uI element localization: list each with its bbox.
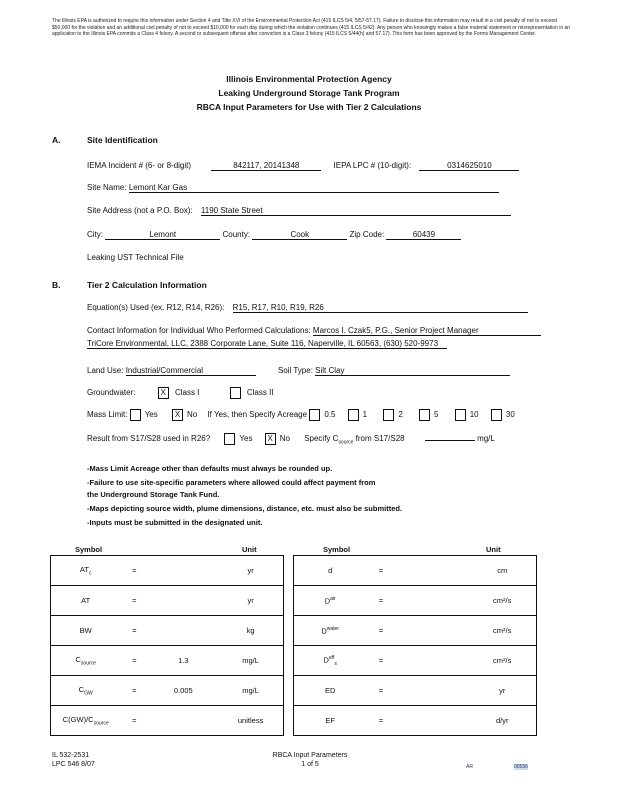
csource-unit: mg/L bbox=[477, 434, 495, 444]
symbol-subscript: GW bbox=[84, 690, 93, 697]
acreage-1-label: 1 bbox=[362, 410, 368, 420]
groundwater-label: Groundwater: bbox=[87, 388, 136, 398]
symbol-cell bbox=[51, 586, 121, 616]
symbol-cell bbox=[294, 556, 367, 586]
table-row bbox=[294, 556, 537, 586]
footer-lpc-number: LPC 546 8/07 bbox=[52, 761, 95, 768]
symbol-text: D bbox=[324, 596, 331, 606]
equals-cell: = bbox=[366, 646, 395, 676]
acreage-30-label: 30 bbox=[505, 410, 515, 420]
footer-form-number: IL 532-2531 bbox=[52, 752, 90, 759]
symbol-cell bbox=[51, 676, 121, 706]
symbol-text: EF bbox=[325, 716, 335, 725]
note-3: -Maps depicting source width, plume dimensions, distance, etc. must also be submitted. bbox=[87, 504, 403, 513]
result-no-label: No bbox=[279, 434, 290, 444]
note-2-cont: the Underground Storage Tank Fund. bbox=[87, 490, 220, 499]
result-label: Result from S17/S28 used in R26? bbox=[87, 434, 211, 444]
symbol-cell bbox=[51, 706, 121, 736]
right-symbol-header: Symbol bbox=[323, 545, 351, 554]
specify-sub: source bbox=[338, 439, 354, 446]
mass-limit-no-checkbox[interactable]: X bbox=[172, 409, 183, 421]
symbol-text: AT bbox=[81, 596, 91, 605]
table-row bbox=[51, 586, 284, 616]
equals-cell: = bbox=[366, 706, 395, 736]
unit-cell: cm²/s bbox=[468, 616, 536, 646]
site-name-field[interactable]: Lemont Kar Gas bbox=[129, 183, 499, 193]
site-address-label: Site Address (not a P.O. Box): bbox=[87, 206, 193, 215]
zip-field[interactable]: 60439 bbox=[386, 230, 461, 240]
lpc-number-field[interactable]: 0314625010 bbox=[419, 161, 519, 171]
symbol-subscript: source bbox=[80, 660, 96, 667]
soil-type-field[interactable]: Silt Clay bbox=[315, 366, 510, 376]
value-field[interactable] bbox=[396, 646, 469, 676]
note-4: -Inputs must be submitted in the designated unit. bbox=[87, 518, 263, 527]
right-unit-header: Unit bbox=[486, 545, 501, 554]
value-field[interactable] bbox=[396, 586, 469, 616]
iema-label: IEMA Incident # (6- or 8-digit) bbox=[87, 161, 192, 170]
unit-cell: mg/L bbox=[218, 646, 283, 676]
unit-cell: yr bbox=[468, 676, 536, 706]
symbol-superscript: eff bbox=[328, 654, 335, 661]
symbol-text: C bbox=[75, 654, 81, 664]
unit-cell: yr bbox=[218, 586, 283, 616]
table-row bbox=[51, 676, 284, 706]
symbol-text: ED bbox=[324, 686, 336, 695]
symbol-text: C(GW)/C bbox=[62, 714, 94, 724]
equals-cell: = bbox=[120, 586, 148, 616]
symbol-cell bbox=[51, 556, 121, 586]
value-field[interactable] bbox=[396, 676, 469, 706]
result-yes-label: Yes bbox=[239, 434, 253, 444]
agency-title: Illinois Environmental Protection Agency bbox=[226, 74, 392, 84]
symbol-text: BW bbox=[79, 626, 92, 635]
table-row bbox=[294, 706, 537, 736]
zip-label: Zip Code: bbox=[349, 230, 385, 239]
table-row bbox=[294, 646, 537, 676]
right-parameter-table bbox=[293, 555, 537, 736]
symbol-cell bbox=[294, 706, 367, 736]
left-unit-header: Unit bbox=[242, 545, 257, 554]
equals-cell: = bbox=[120, 676, 148, 706]
result-no-checkbox[interactable]: X bbox=[265, 433, 276, 445]
city-label: City: bbox=[87, 230, 103, 239]
land-use-field[interactable]: Industrial/Commercial bbox=[126, 366, 256, 376]
table-row bbox=[294, 676, 537, 706]
equals-cell: = bbox=[366, 616, 395, 646]
acreage-30-checkbox[interactable] bbox=[491, 409, 502, 421]
value-field[interactable] bbox=[396, 556, 469, 586]
equations-label: Equation(s) Used (ex. R12, R14, R26): bbox=[87, 303, 225, 312]
acreage-2-label: 2 bbox=[398, 410, 403, 420]
symbol-cell bbox=[51, 616, 121, 646]
class-ii-label: Class II bbox=[246, 388, 274, 398]
footer-stamp-a: AR bbox=[466, 764, 473, 770]
equals-cell: = bbox=[366, 556, 395, 586]
symbol-superscript: water bbox=[326, 625, 340, 632]
table-row bbox=[294, 586, 537, 616]
unit-cell: cm²/s bbox=[468, 586, 536, 616]
left-parameter-table bbox=[50, 555, 284, 736]
unit-cell: d/yr bbox=[468, 706, 536, 736]
city-field[interactable]: Lemont bbox=[105, 230, 220, 240]
symbol-subscript: source bbox=[93, 720, 109, 727]
section-a-heading: Site Identification bbox=[87, 135, 158, 145]
mass-limit-no-label: No bbox=[186, 410, 198, 420]
acreage-2-checkbox[interactable] bbox=[383, 409, 394, 421]
note-1: -Mass Limit Acreage other than defaults must always be rounded up. bbox=[87, 464, 333, 473]
contact-label: Contact Information for Individual Who Performed Calculations: bbox=[87, 326, 311, 335]
footer-title: RBCA Input Parameters bbox=[272, 752, 348, 759]
form-title: RBCA Input Parameters for Use with Tier 2 Calculations bbox=[196, 102, 422, 112]
acreage-label: If Yes, then Specify Acreage bbox=[207, 410, 308, 420]
value-field[interactable] bbox=[148, 706, 218, 736]
unit-cell: cm bbox=[468, 556, 536, 586]
equations-field[interactable]: R15, R17, R10, R19, R26 bbox=[233, 303, 528, 313]
symbol-cell bbox=[51, 646, 121, 676]
symbol-text: C bbox=[78, 684, 85, 694]
site-address-field[interactable]: 1190 State Street bbox=[201, 206, 511, 216]
class-i-checkbox[interactable]: X bbox=[158, 387, 169, 399]
technical-file-label: Leaking UST Technical File bbox=[87, 253, 184, 262]
mass-limit-yes-label: Yes bbox=[144, 410, 158, 420]
acreage-0-5-checkbox[interactable] bbox=[309, 409, 320, 421]
soil-type-label: Soil Type: bbox=[277, 366, 313, 375]
specify-label: Specify C bbox=[304, 434, 339, 444]
value-field[interactable] bbox=[148, 616, 218, 646]
equals-cell: = bbox=[120, 646, 148, 676]
symbol-cell bbox=[294, 586, 367, 616]
specify-tail: from S17/S28 bbox=[355, 434, 405, 444]
symbol-text: D bbox=[321, 626, 327, 636]
unit-cell: cm²/s bbox=[468, 646, 536, 676]
site-name-label: Site Name: bbox=[87, 183, 127, 192]
value-field[interactable] bbox=[396, 706, 469, 736]
class-ii-checkbox[interactable] bbox=[230, 387, 241, 399]
symbol-text: AT bbox=[79, 564, 89, 574]
mass-limit-label: Mass Limit: bbox=[87, 410, 128, 420]
equals-cell: = bbox=[120, 616, 148, 646]
section-b-letter: B. bbox=[52, 280, 61, 290]
acreage-10-label: 10 bbox=[469, 410, 479, 420]
symbol-subscript: s bbox=[334, 660, 337, 667]
county-field[interactable]: Cook bbox=[252, 230, 347, 240]
symbol-superscript: air bbox=[330, 595, 336, 602]
table-row bbox=[51, 556, 284, 586]
mass-limit-yes-checkbox[interactable] bbox=[130, 409, 141, 421]
symbol-subscript: c bbox=[88, 570, 92, 577]
symbol-text: D bbox=[323, 655, 329, 664]
result-yes-checkbox[interactable] bbox=[224, 433, 235, 445]
section-b-heading: Tier 2 Calculation Information bbox=[87, 280, 207, 290]
table-row bbox=[294, 616, 537, 646]
land-use-label: Land Use: bbox=[87, 366, 124, 375]
contact-field-line2[interactable]: TriCore Environmental, LLC, 2388 Corporate Lane, Suite 116, Naperville, IL 60563, (630) 520-9973 bbox=[87, 339, 447, 349]
value-field[interactable] bbox=[396, 616, 469, 646]
equals-cell: = bbox=[366, 586, 395, 616]
unit-cell: kg bbox=[218, 616, 283, 646]
table-row bbox=[51, 646, 284, 676]
acreage-5-label: 5 bbox=[434, 410, 439, 420]
equals-cell: = bbox=[366, 676, 395, 706]
symbol-cell bbox=[294, 676, 367, 706]
table-row bbox=[51, 706, 284, 736]
note-2: -Failure to use site-specific parameters where allowed could affect payment from bbox=[87, 478, 376, 487]
legal-disclaimer: The Illinois EPA is authorized to require this information under Section 4 and Title XVI of the Environmental Protection Act (415 ILCS 5/4, 5/57-57.17). Failure to disclose this information may result in a civil penalty of not to exceed $50,000 for the violation and an additional civil penalty of not to exceed $10,000 for each day during which the violation continues (415 ILCS 5/42). Any person who knowingly makes a false material statement or misrepresentation in an application to the Illinois EPA commits a Class 4 felony. A second or subsequent offense after conviction is a Class 3 felony (415 ILCS 5/44(h) and 57.17). This form has been approved by the Forms Management Center. bbox=[52, 18, 571, 37]
value-field[interactable]: 1.3 bbox=[148, 646, 218, 676]
acreage-10-checkbox[interactable] bbox=[455, 409, 466, 421]
value-field[interactable] bbox=[148, 556, 218, 586]
acreage-1-checkbox[interactable] bbox=[348, 409, 359, 421]
footer-page: 1 of 5 bbox=[301, 761, 319, 768]
specify-csource-label bbox=[304, 434, 405, 446]
acreage-5-checkbox[interactable] bbox=[419, 409, 430, 421]
csource-field[interactable] bbox=[425, 440, 475, 441]
symbol-cell bbox=[294, 616, 367, 646]
value-field[interactable]: 0.005 bbox=[148, 676, 218, 706]
value-field[interactable] bbox=[148, 586, 218, 616]
footer-stamp-b: 00556 bbox=[514, 764, 528, 770]
unit-cell: unitless bbox=[218, 706, 283, 736]
table-row bbox=[51, 616, 284, 646]
symbol-cell bbox=[294, 646, 367, 676]
acreage-0-5-label: 0.5 bbox=[324, 410, 336, 420]
section-a-letter: A. bbox=[52, 135, 61, 145]
left-symbol-header: Symbol bbox=[75, 545, 103, 554]
contact-field-line1[interactable]: Marcos I. Czak5, P.G., Senior Project Manager bbox=[313, 326, 541, 336]
equals-cell: = bbox=[120, 706, 148, 736]
class-i-label: Class I bbox=[174, 388, 200, 398]
unit-cell: yr bbox=[218, 556, 283, 586]
equals-cell: = bbox=[120, 556, 148, 586]
program-title: Leaking Underground Storage Tank Program bbox=[218, 88, 400, 98]
county-label: County: bbox=[222, 230, 251, 239]
symbol-text: d bbox=[328, 566, 333, 575]
iema-incident-field[interactable]: 842117, 20141348 bbox=[211, 161, 321, 171]
lpc-label: IEPA LPC # (10-digit): bbox=[333, 161, 412, 170]
unit-cell: mg/L bbox=[218, 676, 283, 706]
